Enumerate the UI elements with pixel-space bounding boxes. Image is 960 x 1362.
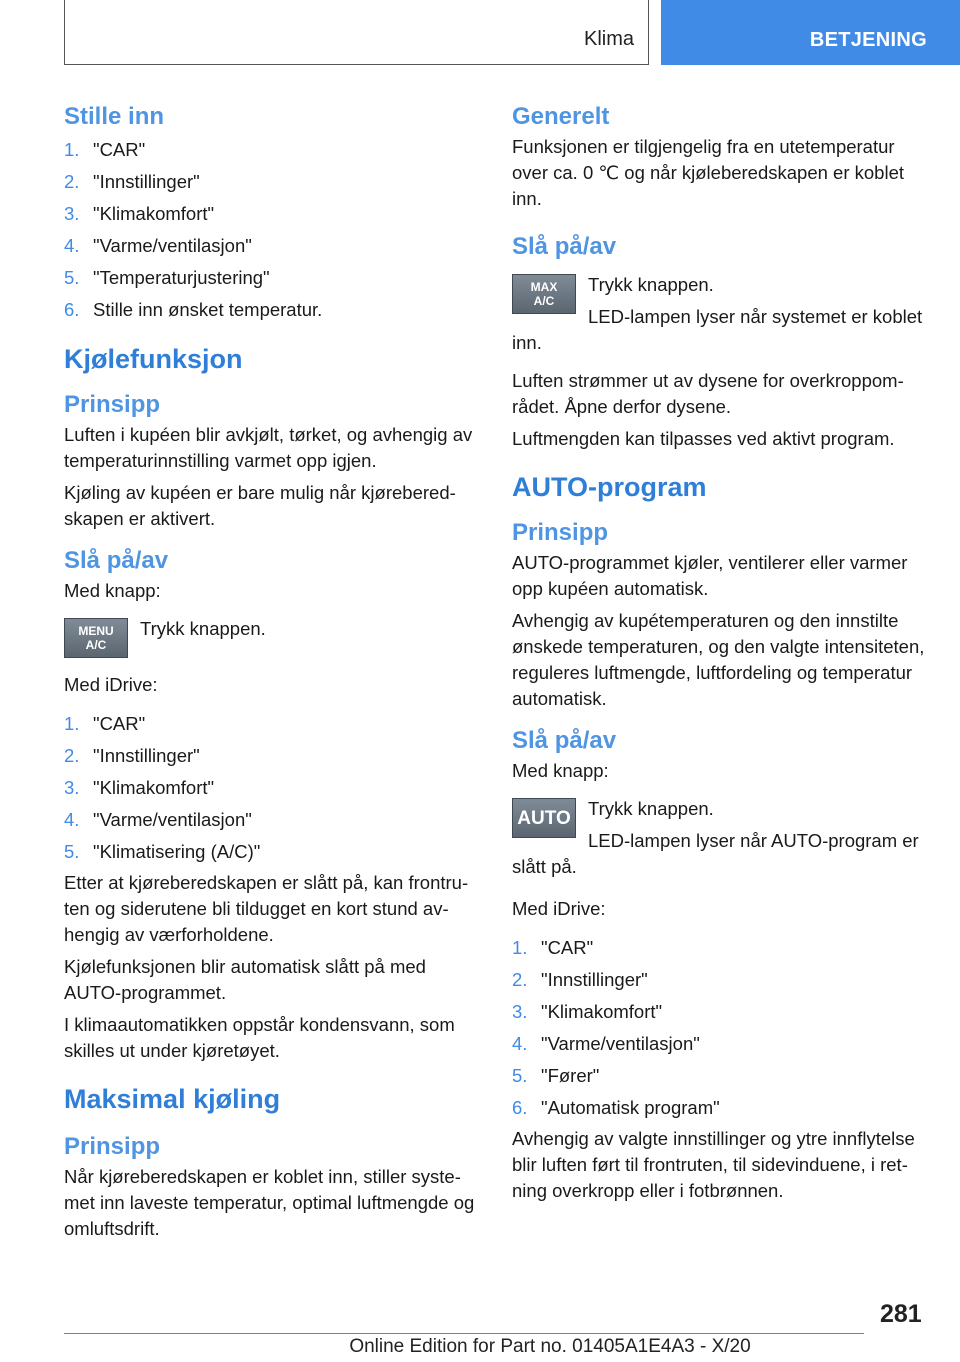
led-text: LED-lampen lyser når systemet er koblet inn. bbox=[512, 306, 923, 353]
auto-button-icon: AUTO bbox=[512, 798, 576, 838]
max-ac-button-icon: MAX A/C bbox=[512, 274, 576, 314]
heading-maksimal-kjoling: Maksimal kjøling bbox=[64, 1084, 281, 1114]
page-header bbox=[0, 0, 960, 66]
list-item: 5. "Temperaturjustering" bbox=[64, 267, 270, 288]
heading-stille-inn: Stille inn bbox=[64, 103, 165, 130]
paragraph: AUTO-programmet kjøler, ventilerer eller varmer opp kupéen automatisk. bbox=[512, 552, 908, 599]
med-idrive-label: Med iDrive: bbox=[512, 898, 606, 919]
list-item: 4. "Varme/ventilasjon" bbox=[64, 809, 252, 830]
heading-sla-pa-av: Slå på/av bbox=[64, 547, 169, 574]
med-knapp-label: Med knapp: bbox=[512, 760, 609, 781]
led-text: LED-lampen lyser når AUTO-program er slått på. bbox=[512, 830, 919, 877]
button-instruction bbox=[64, 616, 480, 668]
button-instruction bbox=[512, 796, 930, 880]
footer-divider bbox=[64, 1333, 864, 1334]
left-column bbox=[64, 100, 480, 1242]
steps-idrive bbox=[64, 708, 480, 868]
list-item: 1. "CAR" bbox=[64, 139, 146, 160]
paragraph: Luften i kupéen blir avkjølt, tørket, og avhengig av temperaturinnstilling varmet opp igjen. bbox=[64, 424, 473, 471]
right-column bbox=[512, 100, 930, 1204]
trykk-text: Trykk knappen. bbox=[588, 798, 714, 819]
list-item: 2. "Innstillinger" bbox=[64, 745, 200, 766]
header-chapter-title: BETJENING bbox=[809, 29, 927, 51]
heading-sla-pa-av: Slå på/av bbox=[512, 233, 617, 260]
list-item: 3. "Klimakomfort" bbox=[64, 203, 215, 224]
list-item: 2. "Innstillinger" bbox=[512, 969, 648, 990]
paragraph: Når kjøreberedskapen er koblet inn, stiller systemet inn laveste temperatur, optimal luftmengde og omluftsdrift. bbox=[64, 1166, 475, 1239]
list-item: 3. "Klimakomfort" bbox=[512, 1001, 663, 1022]
paragraph: Avhengig av kupétemperaturen og den innstilte ønskede temperaturen, og den valgte intensiteten, reguleres luftmengde, luftfordeling og temperatur automatisk. bbox=[512, 610, 925, 709]
paragraph: Kjøling av kupéen er bare mulig når kjøreberedskapen er aktivert. bbox=[64, 482, 456, 529]
paragraph: Luften strømmer ut av dysene for overkroppområdet. Åpne derfor dysene. bbox=[512, 370, 904, 417]
footer-edition-text: Online Edition for Part no. 01405A1E4A3 - X/20 bbox=[349, 1336, 751, 1357]
header-section-title: Klima bbox=[583, 28, 634, 50]
paragraph: Funksjonen er tilgjengelig fra en utetemperatur over ca. 0 ℃ og når kjøleberedskapen er koblet inn. bbox=[512, 136, 905, 209]
trykk-text: Trykk knappen. bbox=[588, 274, 714, 295]
list-item: 4. "Varme/ventilasjon" bbox=[512, 1033, 700, 1054]
header-chapter-tab bbox=[661, 0, 960, 65]
page-number: 281 bbox=[880, 1300, 922, 1328]
list-item: 6. Stille inn ønsket temperatur. bbox=[64, 299, 323, 320]
paragraph: Luftmengden kan tilpasses ved aktivt program. bbox=[512, 428, 895, 449]
heading-prinsipp: Prinsipp bbox=[64, 391, 161, 418]
list-item: 3. "Klimakomfort" bbox=[64, 777, 215, 798]
button-instruction bbox=[512, 272, 930, 356]
heading-kjolefunksjon: Kjølefunksjon bbox=[64, 344, 243, 374]
trykk-text: Trykk knappen. bbox=[140, 618, 266, 639]
steps-idrive bbox=[512, 932, 930, 1124]
list-item: 2. "Innstillinger" bbox=[64, 171, 200, 192]
list-item: 4. "Varme/ventilasjon" bbox=[64, 235, 252, 256]
heading-sla-pa-av: Slå på/av bbox=[512, 727, 617, 754]
list-item: 1. "CAR" bbox=[64, 713, 146, 734]
heading-generelt: Generelt bbox=[512, 103, 610, 130]
list-item: 5. "Klimatisering (A/C)" bbox=[64, 841, 261, 862]
heading-auto-program: AUTO-program bbox=[512, 472, 707, 502]
paragraph: Avhengig av valgte innstillinger og ytre innflytelse blir luften ført til frontruten, til sidevinduene, i retning overkropp eller i fotbrønnen. bbox=[512, 1128, 915, 1201]
paragraph: I klimaautomatikken oppstår kondensvann, som skilles ut under kjøretøyet. bbox=[64, 1014, 455, 1061]
heading-prinsipp: Prinsipp bbox=[64, 1133, 161, 1160]
heading-prinsipp: Prinsipp bbox=[512, 519, 609, 546]
list-item: 1. "CAR" bbox=[512, 937, 594, 958]
med-knapp-label: Med knapp: bbox=[64, 580, 161, 601]
paragraph: Kjølefunksjonen blir automatisk slått på med AUTO-programmet. bbox=[64, 956, 426, 1003]
menu-ac-button-icon: MENU A/C bbox=[64, 618, 128, 658]
list-item: 6. "Automatisk program" bbox=[512, 1097, 720, 1118]
list-item: 5. "Fører" bbox=[512, 1065, 600, 1086]
steps-stille-inn bbox=[64, 134, 480, 326]
header-section-box bbox=[64, 0, 649, 65]
med-idrive-label: Med iDrive: bbox=[64, 674, 158, 695]
paragraph: Etter at kjøreberedskapen er slått på, kan frontruten og siderutene bli tildugget en kort stund avhengig av værforholdene. bbox=[64, 872, 469, 945]
